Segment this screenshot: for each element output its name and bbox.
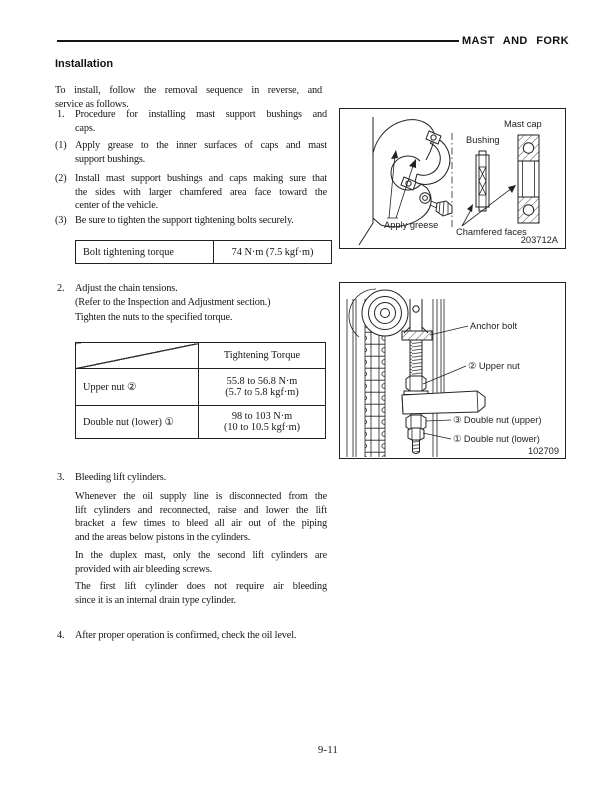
step-2-number: 2. [57,283,65,294]
upper-nut-label: Upper nut ② [76,369,199,406]
page-number: 9-11 [317,745,339,756]
figure-code: 203712A [520,235,558,245]
bolt-torque-label: Bolt tightening torque [76,241,214,264]
substep-line: support bushings. [75,153,146,165]
step-3-title: Bleeding lift cylinders. [75,472,167,483]
substep-1-3-text [75,214,327,228]
table-header-row [76,343,326,369]
substep-1-3-number: (3) [55,215,67,226]
step-4 [55,629,327,643]
substep-line: Apply grease to the inner surfaces of caps and mast [75,140,327,151]
step-3-number: 3. [57,472,65,483]
para-line: bracket a few times to bleed all air out of the piping [75,518,327,530]
step-2-line1: Adjust the chain tensions. [75,283,178,294]
mast-cap-label: Mast cap [504,119,542,129]
step-3-paragraph-2 [75,549,327,576]
step-2 [55,282,327,296]
step-1 [55,108,327,135]
torque-kgf: (5.7 to 5.8 kgf·m) [225,387,299,398]
step-1-number: 1. [57,109,65,120]
chain-torque-table [75,342,326,439]
substep-1-2 [55,172,327,213]
substep-1-1-text [75,139,327,166]
anchor-bolt-label: Anchor bolt [470,321,518,331]
substep-line: the sides with larger chamfered area face toward the [75,186,327,198]
intro-line: To install, follow the removal sequence in reverse, and [55,85,322,96]
step-1-line: Procedure for installing mast support bushings and [75,109,327,120]
step-2-line3: Tighten the nuts to the specified torque. [75,312,233,323]
para-line: since it is an internal drain type cylinder. [75,594,236,606]
substep-line: Install mast support bushings and caps making sure that [75,173,327,184]
torque-nm: 98 to 103 N·m [231,411,293,422]
double-nut-lower-label: ① Double nut (lower) [453,434,540,444]
step-3-paragraph-3 [75,580,327,607]
para-line: and the areas below pistons in the cylinders. [75,531,251,543]
table-row [76,241,332,264]
upper-nut-torque [199,369,326,406]
torque-kgf: (10 to 10.5 kgf·m) [223,422,301,433]
step-3-paragraph-1 [75,490,327,544]
step-3 [55,471,327,485]
step-4-line: After proper operation is confirmed, check the oil level. [75,630,297,641]
substep-1-2-text [75,172,327,213]
upper-nut-label: ② Upper nut [468,361,520,371]
substep-1-1 [55,139,327,166]
double-nut-label: Double nut (lower) ① [76,406,199,439]
step-1-text [75,108,327,135]
bushing-label: Bushing [466,135,500,145]
para-line: In the duplex mast, only the second lift cylinders are [75,550,327,561]
figure-code: 102709 [527,446,559,456]
double-nut-upper-label: ③ Double nut (upper) [453,415,542,425]
double-nut-torque [199,406,326,439]
step-2-line2: (Refer to the Inspection and Adjustment section.) [75,297,271,308]
substep-line: center of the vehicle. [75,200,159,212]
page-header-title: MAST AND FORK [461,35,569,47]
bolt-torque-table [75,240,332,264]
apply-grease-label: Apply greese [384,220,439,230]
bushing-figure [339,108,566,249]
para-line: provided with air bleeding screws. [75,563,213,575]
table-row [76,406,326,439]
bushing-figure-drawing [340,109,564,247]
torque-column-header: Tightening Torque [199,343,326,369]
intro-line: service as follows. [55,98,129,110]
step-1-line: caps. [75,122,96,134]
chain-adjust-figure-drawing [340,283,564,457]
substep-1-1-number: (1) [55,140,67,151]
substep-line: Be sure to tighten the support tightening bolts securely. [75,215,294,226]
chamfered-faces-label: Chamfered faces [456,227,527,237]
substep-1-3 [55,214,327,228]
diagonal-cell [76,343,199,369]
para-line: lift cylinders and reconnected, raise and lower the lift [75,504,327,516]
para-line: The first lift cylinder does not require air bleeding [75,581,327,592]
step-4-number: 4. [57,630,65,641]
substep-1-2-number: (2) [55,173,67,184]
para-line: Whenever the oil supply line is disconnected from the [75,491,327,502]
table-row [76,369,326,406]
torque-nm: 55.8 to 56.8 N·m [226,376,298,387]
section-heading: Installation [55,58,114,70]
header-rule [57,40,459,42]
bolt-torque-value: 74 N·m (7.5 kgf·m) [214,241,332,264]
step-4-text [75,629,327,643]
chain-adjust-figure [339,282,566,459]
